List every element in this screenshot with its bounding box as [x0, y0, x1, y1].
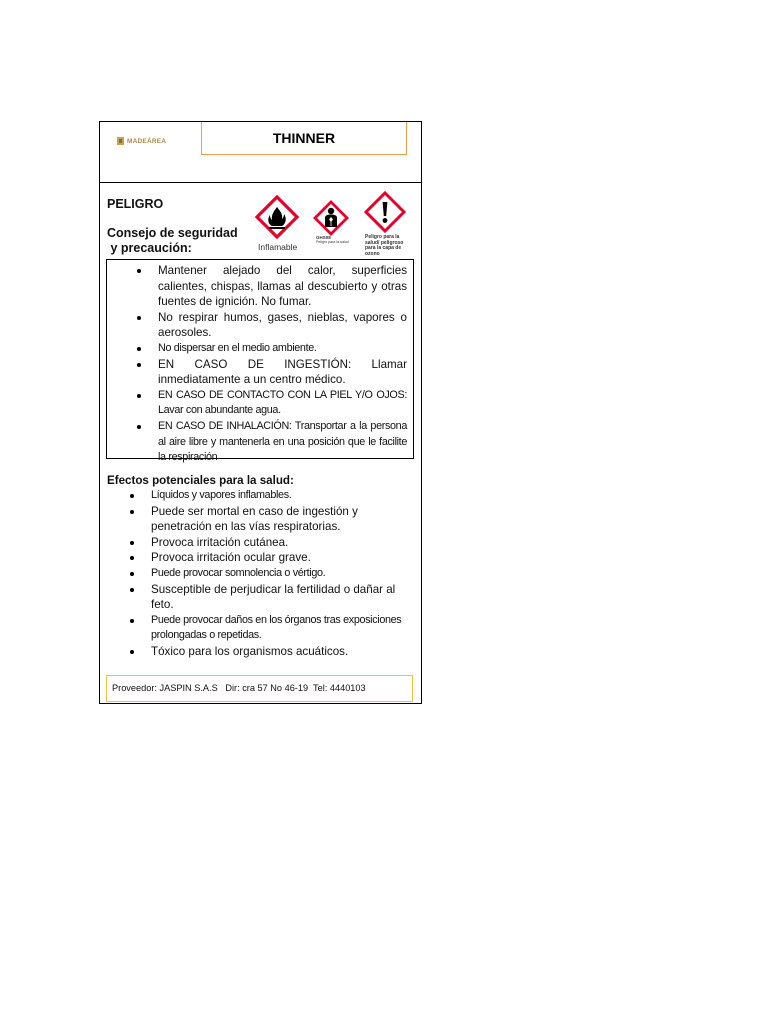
bullet-icon	[137, 347, 141, 351]
exclamation-caption-1: Peligro para la	[365, 234, 400, 240]
precaution-title-line-2: y precaución:	[107, 241, 192, 255]
bullet-icon	[130, 494, 134, 498]
bullet-icon	[130, 572, 134, 576]
bullet-icon	[130, 541, 134, 545]
list-item: Provoca irritación ocular grave.	[100, 550, 418, 566]
bullet-icon	[130, 619, 134, 623]
list-item: EN CASO DE CONTACTO CON LA PIEL Y/O OJOS: Lavar con abundante agua.	[107, 388, 407, 419]
logo-text: MADEÁREA	[127, 137, 167, 145]
list-item: Puede provocar somnolencia o vértigo.	[100, 566, 418, 582]
hazard-pictograms	[255, 190, 420, 260]
flammable-pictogram-icon	[255, 195, 299, 239]
supplier-info: Proveedor: JASPIN S.A.S Dir: cra 57 No 46-19 Tel: 4440103	[106, 675, 413, 702]
bullet-icon	[137, 316, 141, 320]
exclamation-caption-4: ozono	[365, 250, 380, 257]
precaution-title	[107, 226, 238, 256]
bullet-icon	[137, 363, 141, 367]
list-item: No respirar humos, gases, nieblas, vapores o aerosoles.	[107, 310, 407, 341]
product-name: THINNER	[201, 122, 407, 155]
exclamation-caption-2: salud/ peligroso	[365, 239, 404, 246]
list-item: Mantener alejado del calor, superficies calientes, chispas, llamas al descubierto y otras fuentes de ignición. No fumar.	[107, 263, 407, 310]
health-effects-title: Efectos potenciales para la salud:	[107, 474, 294, 487]
flammable-caption: Inflamable	[258, 242, 298, 252]
precaution-title-line-1: Consejo de seguridad	[107, 226, 238, 240]
bullet-icon	[130, 650, 134, 654]
list-item: Puede ser mortal en caso de ingestión y penetración en las vías respiratorias.	[100, 504, 418, 535]
exclamation-pictogram-icon	[363, 190, 407, 234]
health-hazard-caption: Peligro para la salud	[316, 240, 349, 244]
list-item: Tóxico para los organismos acuáticos.	[100, 644, 418, 660]
bullet-icon	[137, 425, 141, 429]
health-hazard-code: GHS08	[316, 235, 331, 240]
precaution-list	[107, 263, 407, 466]
health-effects	[100, 488, 418, 660]
list-item: EN CASO DE INHALACIÓN: Transportar a la persona al aire libre y mantenerla en una posición que le facilite la respiración	[107, 419, 407, 466]
precaution-box	[106, 259, 414, 464]
product-label	[99, 121, 422, 704]
bullet-icon	[130, 588, 134, 592]
list-item: Puede provocar daños en los órganos tras exposiciones prolongadas o repetidas.	[100, 613, 418, 644]
logo-mark-icon	[117, 137, 124, 145]
company-logo	[117, 134, 179, 148]
signal-word: PELIGRO	[107, 197, 164, 211]
bullet-icon	[137, 394, 141, 398]
list-item: Provoca irritación cutánea.	[100, 535, 418, 551]
bullet-icon	[130, 510, 134, 514]
bullet-icon	[137, 269, 141, 273]
health-hazard-pictogram-icon	[313, 200, 349, 236]
list-item: EN CASO DE INGESTIÓN: Llamar inmediatamente a un centro médico.	[107, 357, 407, 388]
health-effects-list	[100, 488, 418, 660]
bullet-icon	[130, 556, 134, 560]
list-item: Susceptible de perjudicar la fertilidad o dañar al feto.	[100, 582, 418, 613]
exclamation-caption-3: para la capa de	[365, 245, 402, 251]
list-item: No dispersar en el medio ambiente.	[107, 341, 407, 357]
header-divider	[100, 182, 421, 183]
list-item: Líquidos y vapores inflamables.	[100, 488, 418, 504]
